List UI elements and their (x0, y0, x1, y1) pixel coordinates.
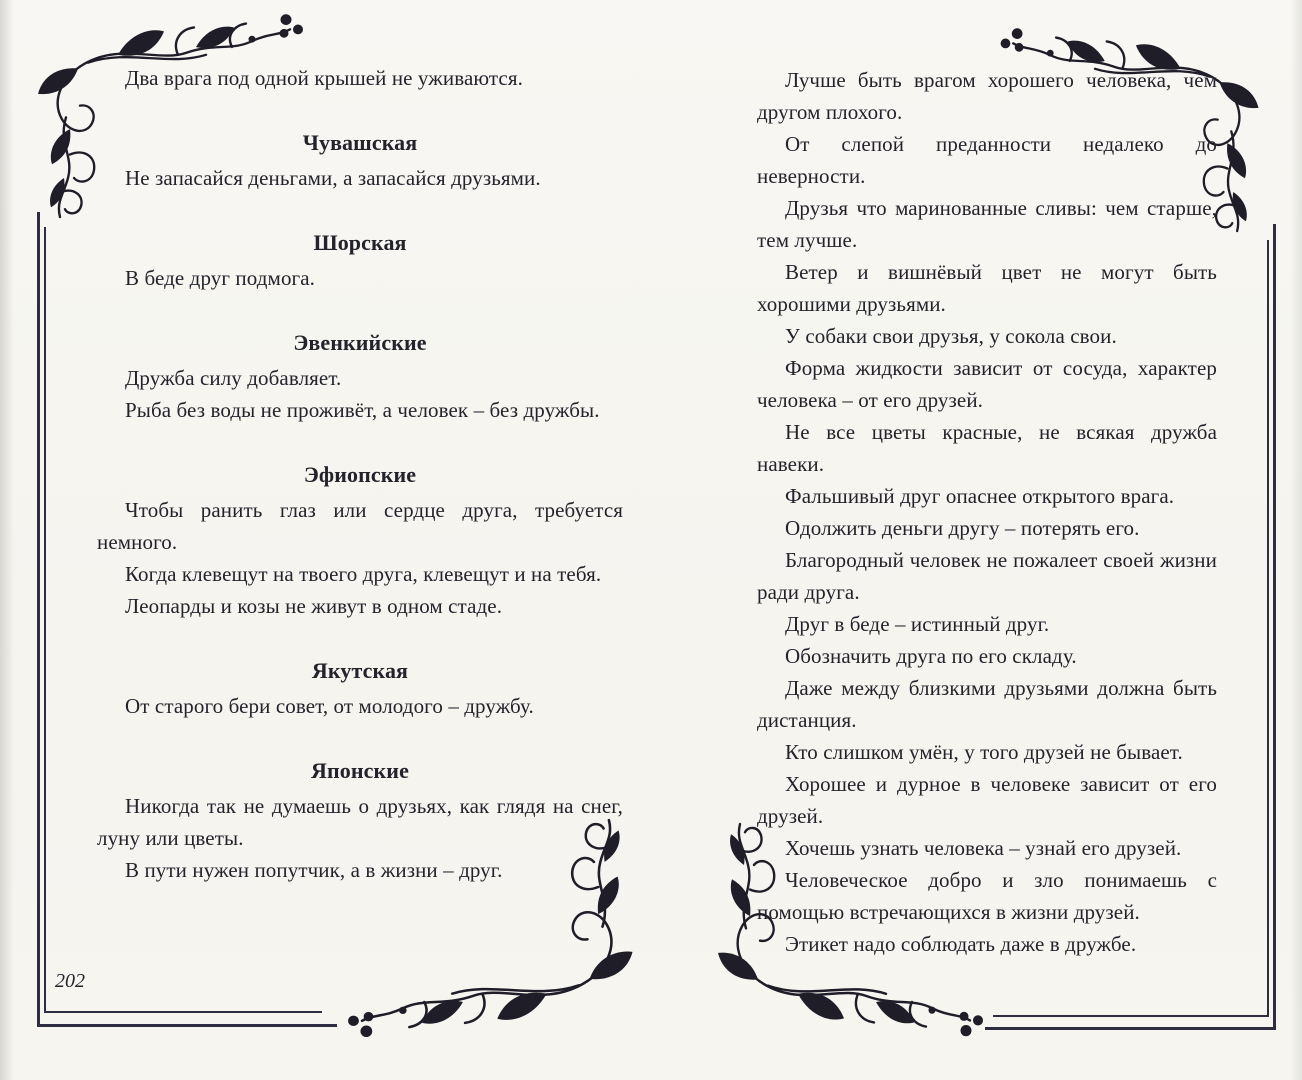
right-page-frame-vertical-outer (1273, 224, 1276, 1030)
proverb-paragraph: Никогда так не думаешь о друзьях, как глядя на снег, луну или цветы. (97, 794, 623, 850)
proverb-paragraph: Рыба без воды не проживёт, а человек – без дружбы. (125, 398, 600, 422)
proverb-paragraph: Даже между близкими друзьями должна быть дистанция. (757, 676, 1217, 732)
section-heading: Шорская (313, 230, 407, 255)
left-page-text-column (97, 62, 623, 886)
proverb-paragraph: Одолжить деньги другу – потерять его. (785, 516, 1140, 540)
proverb-paragraph: Хорошее и дурное в человеке зависит от его друзей. (757, 772, 1217, 828)
right-page-frame-vertical-inner (1267, 240, 1269, 1017)
left-page-frame-vertical-outer (37, 212, 40, 1026)
left-page-frame-bottom-outer (37, 1024, 337, 1027)
proverb-paragraph: Когда клевещут на твоего друга, клевещут и на тебя. (125, 562, 602, 586)
proverb-paragraph: В пути нужен попутчик, а в жизни – друг. (125, 858, 503, 882)
proverb-paragraph: Не запасайся деньгами, а запасайся друзьями. (125, 166, 541, 190)
right-page-text-column (757, 64, 1217, 960)
proverb-paragraph: Друзья что маринованные сливы: чем старше, тем лучше. (757, 196, 1217, 252)
left-page-frame-bottom-inner (44, 1011, 322, 1013)
section-heading: Якутская (311, 658, 409, 683)
section-heading: Чувашская (302, 130, 418, 155)
right-page-frame-bottom-outer (985, 1027, 1275, 1030)
left-page-frame-vertical-inner (44, 227, 46, 1013)
proverb-paragraph: Благородный человек не пожалеет своей жизни ради друга. (757, 548, 1217, 604)
proverb-paragraph: Хочешь узнать человека – узнай его друзей. (785, 836, 1182, 860)
page-number: 202 (55, 970, 85, 992)
proverb-paragraph: От слепой преданности недалеко до неверности. (757, 132, 1217, 188)
section-heading: Эфиопские (303, 462, 417, 487)
proverb-paragraph: Дружба силу добавляет. (125, 366, 342, 390)
proverb-paragraph: Не все цветы красные, не всякая дружба навеки. (757, 420, 1217, 476)
section-heading: Японские (311, 758, 409, 783)
proverb-paragraph: Кто слишком умён, у того друзей не бывает. (785, 740, 1183, 764)
proverb-paragraph: Леопарды и козы не живут в одном стаде. (125, 594, 503, 618)
right-page-frame-bottom-inner (993, 1015, 1268, 1017)
proverb-paragraph: Два врага под одной крышей не уживаются. (125, 66, 523, 90)
proverb-paragraph: Человеческое добро и зло понимаешь с помощью встречающихся в жизни друзей. (757, 868, 1217, 924)
proverb-paragraph: Форма жидкости зависит от сосуда, характер человека – от его друзей. (757, 356, 1217, 412)
proverb-paragraph: В беде друг подмога. (125, 266, 316, 290)
scan-edge-shadow-left (0, 0, 14, 1080)
proverb-paragraph: Чтобы ранить глаз или сердце друга, требуется немного. (97, 498, 623, 554)
proverb-paragraph: Этикет надо соблюдать даже в дружбе. (785, 932, 1137, 956)
proverb-paragraph: Обозначить друга по его складу. (785, 644, 1077, 668)
scan-edge-shadow-right (1290, 0, 1302, 1080)
proverb-paragraph: Ветер и вишнёвый цвет не могут быть хорошими друзьями. (757, 260, 1217, 316)
proverb-paragraph: Друг в беде – истинный друг. (785, 612, 1050, 636)
proverb-paragraph: Фальшивый друг опаснее открытого врага. (785, 484, 1175, 508)
proverb-paragraph: У собаки свои друзья, у сокола свои. (785, 324, 1117, 348)
section-heading: Эвенкийские (293, 330, 427, 355)
proverb-paragraph: От старого бери совет, от молодого – дружбу. (125, 694, 534, 718)
proverb-paragraph: Лучше быть врагом хорошего человека, чем другом плохого. (757, 68, 1217, 124)
